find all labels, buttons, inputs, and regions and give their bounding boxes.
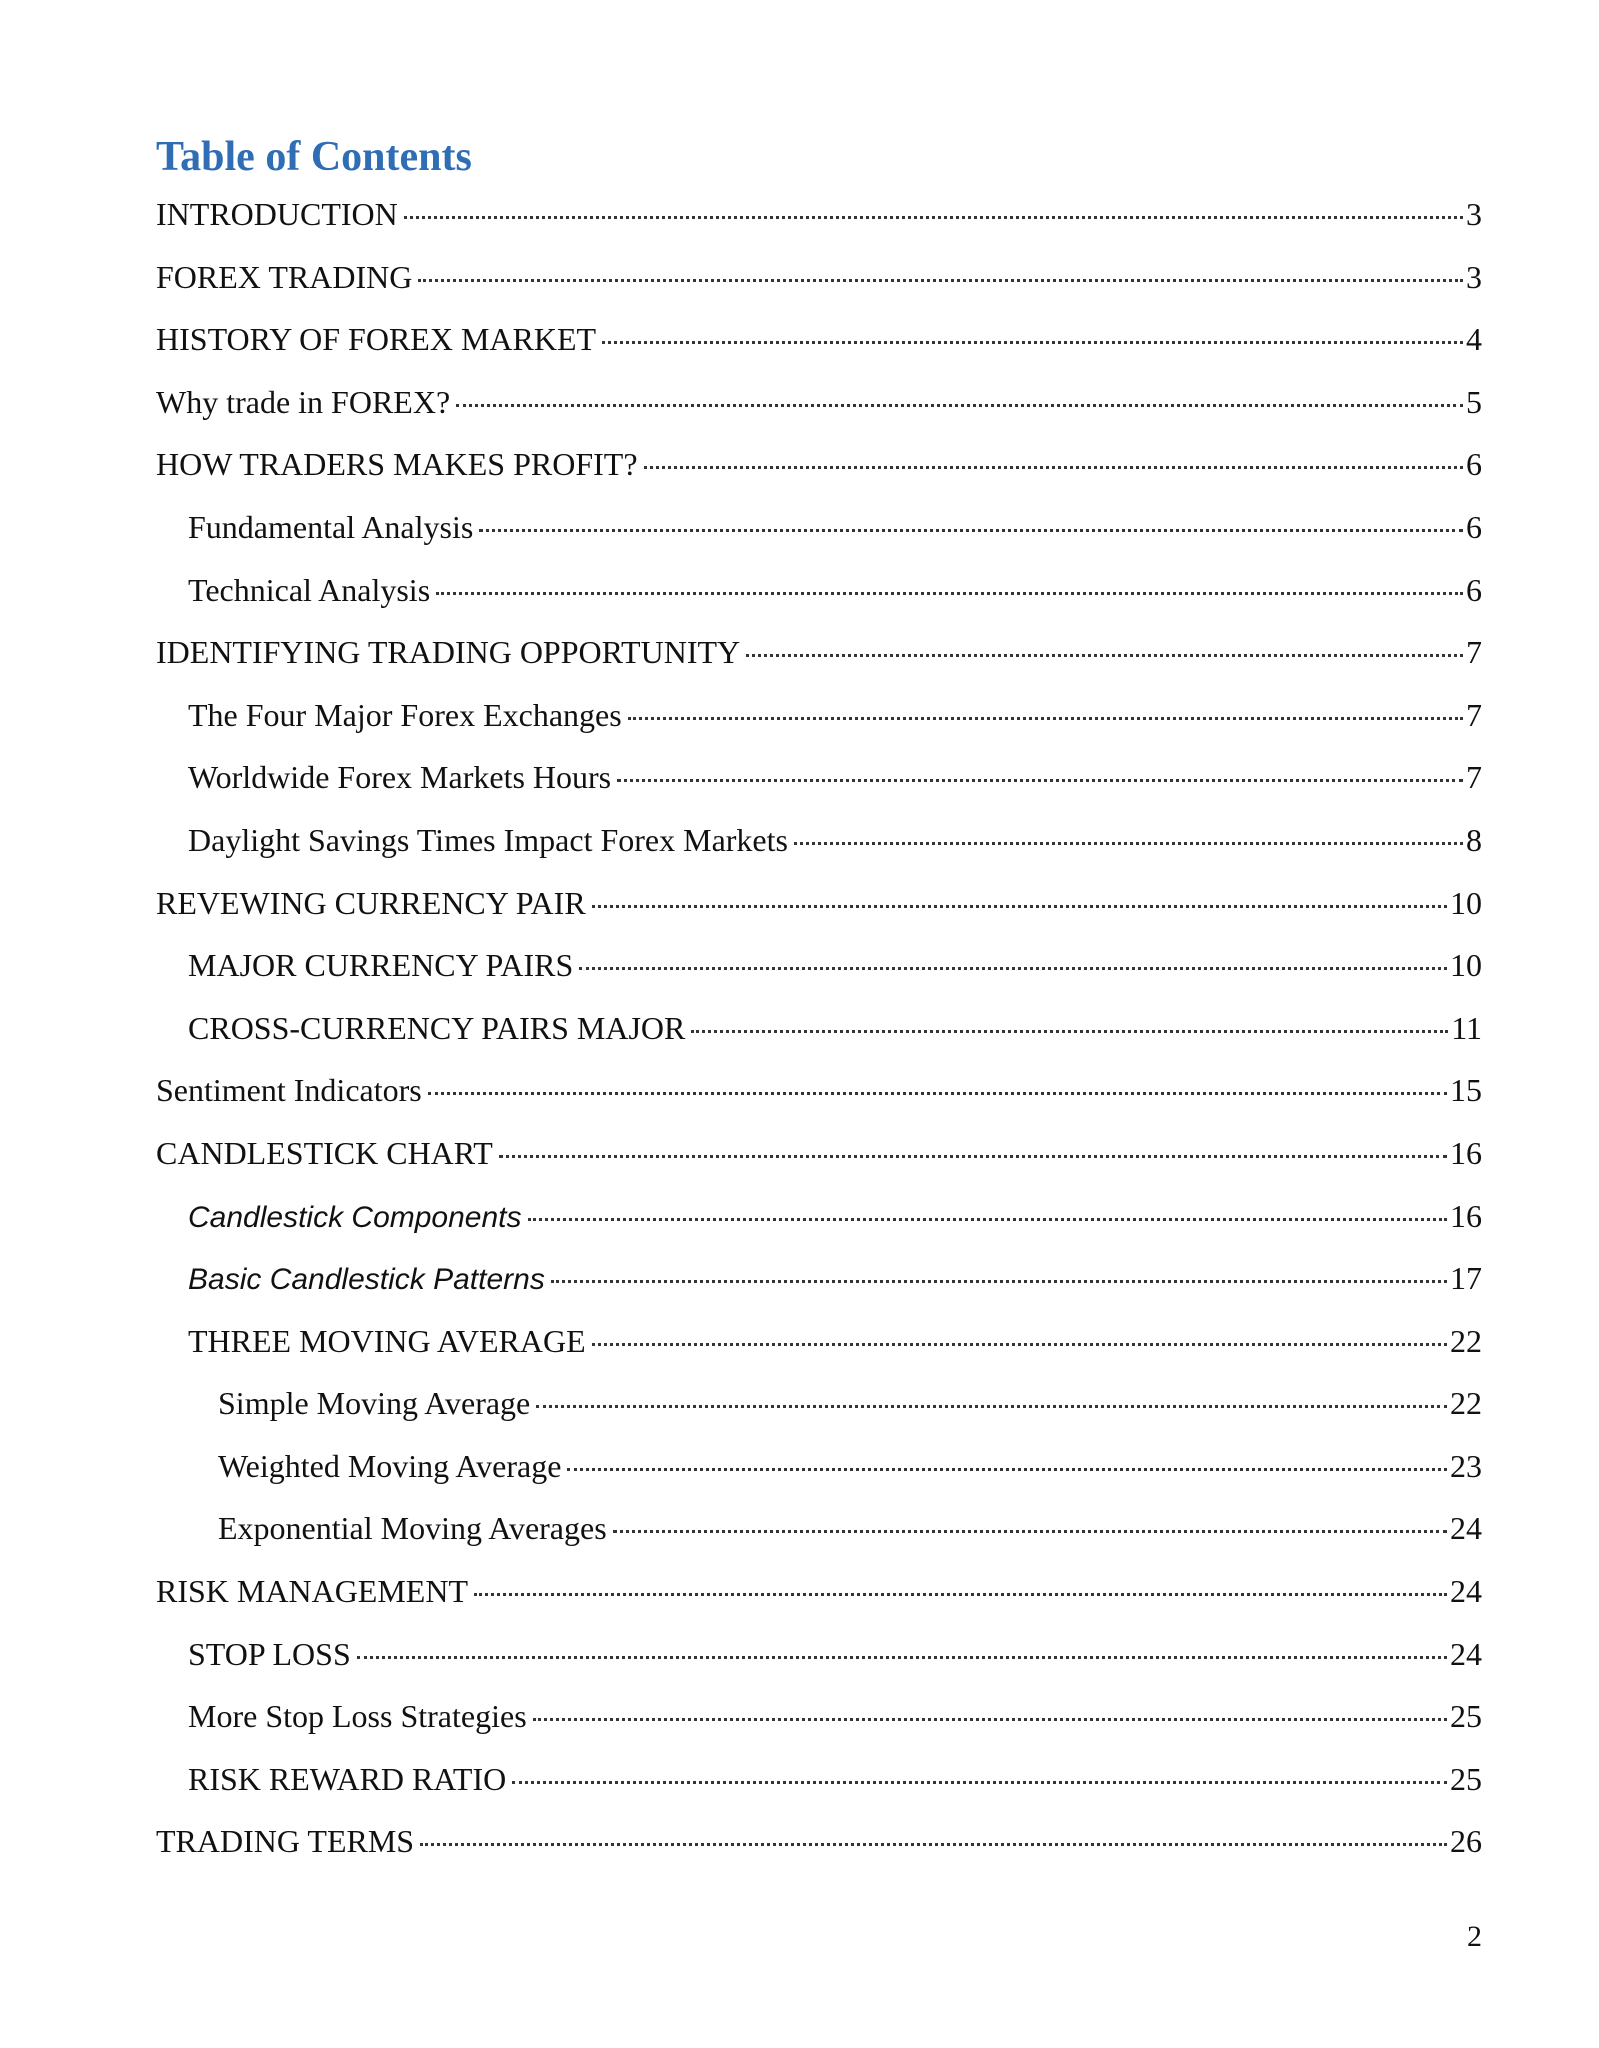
toc-entry[interactable] (156, 311, 1482, 374)
toc-entry-label: STOP LOSS (188, 1635, 351, 1672)
toc-entry[interactable] (156, 1438, 1482, 1501)
toc-entry[interactable] (156, 1250, 1482, 1313)
dot-leader (691, 1030, 1448, 1033)
toc-entry-page: 22 (1450, 1385, 1482, 1422)
dot-leader (357, 1656, 1447, 1659)
toc-entry-label: More Stop Loss Strategies (188, 1698, 527, 1735)
toc-entry-label: MAJOR CURRENCY PAIRS (188, 947, 574, 984)
toc-entry-label: CROSS-CURRENCY PAIRS MAJOR (188, 1009, 686, 1046)
toc-entry[interactable] (156, 1000, 1482, 1063)
toc-entry-page: 7 (1466, 634, 1482, 671)
toc-entry-page: 7 (1466, 759, 1482, 796)
toc-entry-page: 8 (1466, 821, 1482, 858)
toc-entry-page: 24 (1450, 1573, 1482, 1610)
toc-entry[interactable] (156, 1626, 1482, 1689)
toc-entry[interactable] (156, 624, 1482, 687)
toc-entry-page: 11 (1451, 1009, 1482, 1046)
dot-leader (579, 967, 1447, 970)
toc-entry-page: 25 (1450, 1698, 1482, 1735)
toc-entry-label: CANDLESTICK CHART (156, 1134, 493, 1171)
toc-entry-label: FOREX TRADING (156, 258, 413, 295)
toc-entry[interactable] (156, 374, 1482, 437)
dot-leader (592, 905, 1447, 908)
dot-leader (617, 779, 1463, 782)
toc-entry-page: 22 (1450, 1322, 1482, 1359)
dot-leader (528, 1218, 1447, 1221)
dot-leader (404, 216, 1463, 219)
toc-entry-label: Simple Moving Average (218, 1385, 531, 1422)
dot-leader (456, 404, 1463, 407)
toc-entry-page: 3 (1466, 258, 1482, 295)
dot-leader (794, 842, 1463, 845)
toc-entry[interactable] (156, 1813, 1482, 1876)
toc-entry[interactable] (156, 249, 1482, 312)
toc-entry-page: 6 (1466, 571, 1482, 608)
toc-entry-label: Sentiment Indicators (156, 1072, 422, 1109)
dot-leader (474, 1593, 1447, 1596)
dot-leader (644, 466, 1463, 469)
toc-entry-page: 23 (1450, 1447, 1482, 1484)
dot-leader (479, 529, 1463, 532)
toc-entry-page: 16 (1450, 1197, 1482, 1234)
toc-entry[interactable] (156, 1688, 1482, 1751)
dot-leader (567, 1468, 1447, 1471)
toc-entry-page: 10 (1450, 947, 1482, 984)
toc-entry-label: INTRODUCTION (156, 196, 398, 232)
toc-title: Table of Contents (156, 134, 472, 180)
toc-entry-page: 10 (1450, 884, 1482, 921)
dot-leader (499, 1155, 1447, 1158)
toc-entry-label: Fundamental Analysis (188, 508, 474, 545)
toc-entry-label: IDENTIFYING TRADING OPPORTUNITY (156, 634, 741, 671)
toc-entry-page: 16 (1450, 1134, 1482, 1171)
dot-leader (418, 279, 1463, 282)
toc-entry-page: 5 (1466, 383, 1482, 420)
toc-entry-label: The Four Major Forex Exchanges (188, 696, 622, 733)
dot-leader (602, 341, 1463, 344)
toc-entry-page: 6 (1466, 446, 1482, 483)
toc-list (156, 186, 1482, 1876)
toc-entry-label: Why trade in FOREX? (156, 383, 451, 420)
toc-entry-label: Candlestick Components (188, 1200, 522, 1234)
dot-leader (536, 1405, 1447, 1408)
toc-entry-label: Worldwide Forex Markets Hours (188, 759, 612, 796)
dot-leader (533, 1718, 1447, 1721)
toc-entry-page: 25 (1450, 1760, 1482, 1797)
toc-entry-page: 7 (1466, 696, 1482, 733)
dot-leader (436, 592, 1463, 595)
toc-entry-label: HISTORY OF FOREX MARKET (156, 321, 597, 358)
toc-entry-label: TRADING TERMS (156, 1823, 415, 1860)
dot-leader (613, 1530, 1447, 1533)
toc-entry-label: Daylight Savings Times Impact Forex Markets (188, 821, 788, 858)
toc-entry-page: 15 (1450, 1072, 1482, 1109)
toc-entry[interactable] (156, 875, 1482, 938)
toc-entry-label: RISK MANAGEMENT (156, 1573, 468, 1610)
toc-entry[interactable] (156, 1563, 1482, 1626)
dot-leader (592, 1343, 1447, 1346)
toc-entry[interactable] (156, 749, 1482, 812)
toc-entry[interactable] (156, 1188, 1482, 1251)
toc-entry-page: 24 (1450, 1635, 1482, 1672)
dot-leader (428, 1092, 1447, 1095)
toc-entry-page: 26 (1450, 1823, 1482, 1860)
toc-entry[interactable] (156, 687, 1482, 750)
toc-entry-page: 3 (1466, 196, 1482, 232)
page-number: 2 (1467, 1920, 1482, 1953)
toc-entry[interactable] (156, 436, 1482, 499)
toc-entry-page: 24 (1450, 1510, 1482, 1547)
toc-entry-label: Weighted Moving Average (218, 1447, 562, 1484)
toc-entry-label: THREE MOVING AVERAGE (188, 1322, 586, 1359)
toc-entry[interactable] (156, 1313, 1482, 1376)
toc-entry[interactable] (156, 1125, 1482, 1188)
dot-leader (512, 1781, 1447, 1784)
toc-entry[interactable] (156, 1062, 1482, 1125)
toc-entry[interactable] (156, 499, 1482, 562)
dot-leader (551, 1280, 1447, 1283)
dot-leader (420, 1843, 1447, 1846)
toc-entry-label: Basic Candlestick Patterns (188, 1263, 545, 1297)
toc-entry[interactable] (156, 1751, 1482, 1814)
dot-leader (746, 654, 1463, 657)
toc-entry-page: 17 (1450, 1260, 1482, 1297)
toc-entry[interactable] (156, 1500, 1482, 1563)
toc-entry-label: RISK REWARD RATIO (188, 1760, 507, 1797)
toc-entry[interactable] (156, 1375, 1482, 1438)
toc-entry-label: Technical Analysis (188, 571, 431, 608)
toc-entry[interactable] (156, 186, 1482, 249)
toc-entry-label: HOW TRADERS MAKES PROFIT? (156, 446, 638, 483)
toc-entry-label: Exponential Moving Averages (218, 1510, 607, 1547)
toc-entry-page: 6 (1466, 508, 1482, 545)
dot-leader (628, 717, 1463, 720)
toc-entry[interactable] (156, 562, 1482, 625)
toc-entry[interactable] (156, 812, 1482, 875)
toc-entry-label: REVEWING CURRENCY PAIR (156, 884, 586, 921)
toc-entry-page: 4 (1466, 321, 1482, 358)
toc-entry[interactable] (156, 937, 1482, 1000)
